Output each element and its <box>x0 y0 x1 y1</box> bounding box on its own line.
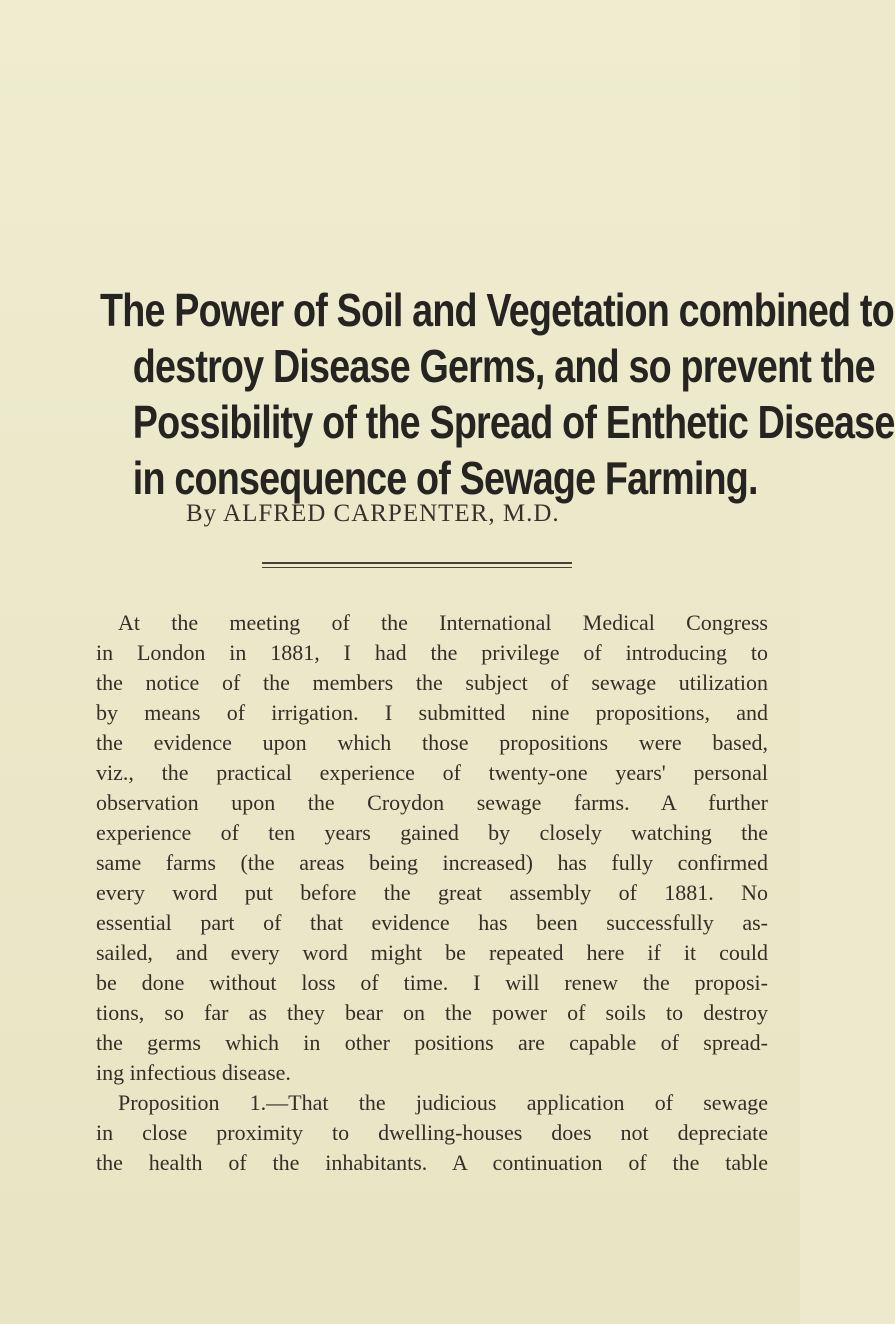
title-line-1: The Power of Soil and Vegetation combined to <box>100 284 894 336</box>
body-line: experience of ten years gained by closely watching the <box>96 820 768 845</box>
body-line: essential part of that evidence has been successfully as- <box>96 910 768 935</box>
title-line-4: in consequence of Sewage Farming. <box>132 452 758 504</box>
body-line: Proposition 1.—That the judicious application of sewage <box>118 1090 768 1115</box>
article-title <box>100 282 895 506</box>
body-line: tions, so far as they bear on the power of soils to destroy <box>96 1000 768 1025</box>
title-line-3: Possibility of the Spread of Enthetic Disease <box>132 396 895 448</box>
body-line: observation upon the Croydon sewage farms. A further <box>96 790 768 815</box>
body-line: At the meeting of the International Medical Congress <box>118 610 768 635</box>
body-line: the notice of the members the subject of sewage utilization <box>96 670 768 695</box>
divider-rule-thin <box>262 567 572 568</box>
title-line-2: destroy Disease Germs, and so prevent the <box>132 340 875 392</box>
body-line: viz., the practical experience of twenty-one years' personal <box>96 760 768 785</box>
body-line: same farms (the areas being increased) has fully confirmed <box>96 850 768 875</box>
body-line: every word put before the great assembly of 1881. No <box>96 880 768 905</box>
body-line: ing infectious disease. <box>96 1060 291 1085</box>
body-line: the germs which in other positions are capable of spread- <box>96 1030 768 1055</box>
body-line: sailed, and every word might be repeated here if it could <box>96 940 768 965</box>
author-byline: By ALFRED CARPENTER, M.D. <box>186 500 560 527</box>
body-line: by means of irrigation. I submitted nine propositions, and <box>96 700 768 725</box>
body-line: the health of the inhabitants. A continuation of the table <box>96 1150 768 1175</box>
body-line: in London in 1881, I had the privilege of introducing to <box>96 640 768 665</box>
divider-rule-thick <box>262 562 572 564</box>
body-line: in close proximity to dwelling-houses does not depreciate <box>96 1120 768 1145</box>
body-line: the evidence upon which those propositions were based, <box>96 730 768 755</box>
body-paragraphs <box>96 608 768 1178</box>
body-line: be done without loss of time. I will renew the proposi- <box>96 970 768 995</box>
